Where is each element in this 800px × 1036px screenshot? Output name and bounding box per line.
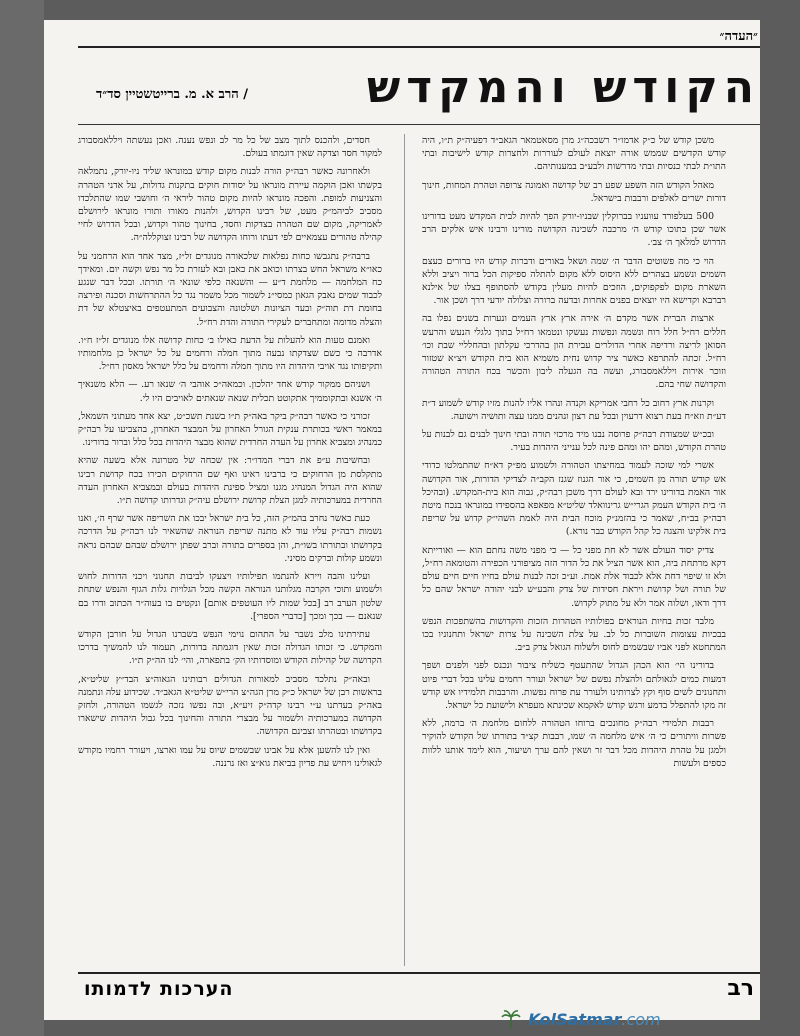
article-title: הקודש והמקדש bbox=[366, 62, 760, 113]
magazine-name: ״העדה״ bbox=[719, 29, 758, 44]
title-underline bbox=[78, 124, 760, 125]
footer-rule bbox=[78, 972, 760, 974]
paragraph: חסדים, ולהכנס לתוך מצב של כל מר לב ונפש נענה. ואכן נעשתה ויללאמסבורג למקור חסד וצדקה שאין דוגמתו בעולם. bbox=[78, 135, 382, 160]
site-watermark bbox=[500, 1008, 661, 1030]
footer-series-title: הערכות לדמותו bbox=[84, 978, 234, 1000]
palm-tree-icon bbox=[500, 1008, 522, 1030]
column-divider bbox=[404, 134, 405, 966]
paragraph: ארצות הברית אשר מקדם ה׳ אירה ארץ ארץ העמים ונערות בשנים נפלו בה חללים רח״ל חלל רוח ונשמה ונפשות נעשקו ונטמאו רח״ל בתוך גלגלי הנעש והרעש הסואן לריצה ורדיפה אחרי הדולרים עבירת הון בהדרכי עקלתון ובהחלליי שבת וכו׳ רח״ל. זכתה להתרפא כאשר ציר קדוש נחית משמיא הוא בית הקודש ויצ״א שטזור וזוכר אירות ויללאמסבורג, ועשה בה הגעלה ליבון והכשר בכח התורה הטהורה והקדושה שחי בהם. bbox=[422, 313, 726, 391]
paragraph: בדורינו הי׳ הוא הכהן הגדול שהתעטף כשליח ציבור ונכנס לפני ולפנים ושפך דמעות כמים לגאולתם ולהצלת נפשם של ישראל ועורר רחמים עלינו בכל דברי פיוט ותחנונים לשים סוף וקץ לצרותינו ולעורר עת פרוח נפשות. והרבבות תלמידיו אש קודש זה מקו להתפלל בדמע ורגש קודש לאקמא שכינתא מעפרא ולישועת כל ישראל. bbox=[422, 660, 726, 711]
paragraph: ועלינו והבה ויירא להנתמו תפילותיו ויצעקו לביבות תחנוני ויכני הדורות לחוש ולשמוע ותוכי הקרבה מגלותנו הנוראה הקשה מכל הגלויות גלות הגוף והנפש שתחת שלטון הערב רב [בכל שמות ליו העוטפים אותם] ונקטים בו בעוה״ר הכתוב ודרו בם שנאנם — בכך ומכך [כדברי הספרי]. bbox=[78, 571, 382, 622]
page-number: רב bbox=[727, 976, 754, 1001]
paragraph: צדיק יסוד העולם אשר לא חת מפני כל — כי מפני משה נחתם הוא — ואורייתא דקא מרתחת ביה, הוא אשר הציל את כל הדור הזה מציפורני הכפירה והטומאה רח״ל, ולא זו שיפוי דחת אלא לכבוד אלת אמת. וע״כ זכה לבנות עולם בחייו חיים חיים עולם של תורה ושל קדושת ויראת חסידות של צדק והבע״ש לבני יהודה ישראל שהם כל דרך ודאו, ושלוה אמר ולא על מתוק לקדוש. bbox=[422, 544, 726, 609]
paragraph: הוי כי מה פשוטים הדבר ה׳ שמה ושאל באורים ודברות קודש היו ברורים כעצם השמים ונשמע בצהרים ללא היסוס ללא מקום להתלה ספיקות הכל ברור ויציב וללא השארת מקום לפקפוקים, הוזכים להיות מעלין בקודש להסתופף בצלו של אילנא רברבא וקדישא היו יוצאים בפנים אחרות ובדעה ברורה וצלולה יודעי דרך ושכן אור. bbox=[422, 255, 726, 307]
text-column-left bbox=[78, 134, 382, 966]
paragraph: ברבה״ק נתגבשו כחות נפלאות שלכאורה מנוגדים זל״ז, מצד אחד הוא הרחמני על כאו״א משראל החש בצרתו וכואב את כאבן ובא לעזרת כל מר נפש וקשה יום. ומאידך כח המלחמה — מלחמת ד״ע — והשנאה כלפי שונאי ה׳ תורתו. ובכל דבר שנגע לכבוד שמים נאבק הגאון כמסי״נ לשמור מכל משמר נגד כל ההתרחשות וסכנה ופירצה בחומת דת תוה״ק ובעד הציונות ושלטונה והצבועים המתעטפים באיצטלא של דת והצלה מדומה ומתחברים לעקירי התורה והדת רח״ל. bbox=[78, 250, 382, 328]
paragraph: ובחשיבות ע״פ את דברי המדו״ר: אין שכחה של מטרונה אלא בשעה שהיא מתקלסת מן הרחוקים כי ברבינו ראינו ואף שם הרחוקים הכירו בכח קדושת רבינו שהוא היה הגדול המנהיג מגנו ומציל ספינת היהדות בעולם ובמצביא האחרון העדה החרדית במערכותיה למגן הצלת קדושת ירושלם עיה״ק וגדרותו קדושה ת״ו. bbox=[78, 455, 382, 507]
paragraph: ובכ״ש שמצודת רבה״ק פרוסה נבנו מיד מרכזי תורה ובתי חינוך לבנים גם לבנות על טהרת הקודש, ומהם יהו ומהם פינה לכל ענייני היהדות בעיר. bbox=[422, 429, 726, 454]
paragraph: ואין לנו להשען אלא על אבינו שבשמים שיוס על עמו וארצו, ויעורר רחמיו מקודש לגאולינו ויחיש עת פדיון בביאת גוא״צ ואז נרננה. bbox=[78, 744, 382, 769]
paragraph: ואמנם טעות הוא להעלות על הדעת כאילו ב׳ כחות קדושה אלו מנוגדים זל״ז ח״ו. אדרבה כי כשם שצדקתו נבעה מתוך חמלה ורחמים על כל ישראל כן מלחמותיו ותקיפותו נגד אויבי היהדות היו מתוך חמלה ורחמים על כלל ישראל מאסון רח״ל. bbox=[78, 334, 382, 373]
paragraph: רבבות תלמידי רבה״ק מחונכים ברוחו הטהורה ללחום מלחמת ה׳ ברמה, ללא פשרות וויתורים כי ה׳ איש מלחמה ה׳ שמו, רבבות קצ״ד בתורתו של הקודש להוקיר ולמגן על טהרת היהדות מכל דבר זר ושאין להם ערך ושיעור, הוא לימד אותנו ללוות כספים ולעשות bbox=[422, 718, 726, 769]
paragraph: מלבד זכות בחיות הנוראים בפולותיו הטהרות הזכות והקדושות בהשתפכות הנפש בבכיות עצומות השוברות כל לב. על צלת השכינה על צרות ישראל ותחנוניו בכו המתחטא לפני אביו שבשמים לחוס ולשלוח הגואל צדק ב״ב. bbox=[422, 615, 726, 654]
page-edge-shadow bbox=[0, 0, 44, 1036]
header-rule bbox=[78, 46, 760, 48]
paragraph: מאהל הקודש הזה השפע שפע רב של קדושה ואמונה צרופה וטהרת המחות, חינוך דורות ישרים לאלפים ורבבות בישראל. bbox=[422, 179, 726, 204]
paragraph: ולאחרונה כאשר רבה״ק הורה לבנות מקום קודש במונראו שליד ניו-יורק, נתמלאה בקשתו ואכן הוקמה עיירת מונראו על יסודות חוקים בתקנות גדולות, על אדני הטהרה והצניעות למופת. והפכה מונראו להיות מקום טהור ליראי ה׳ וחושבי שמו שהתלכדו מסביב לביהמ״ק מעט, של רבינו הקדוש, ולהנות מאורו ותורו מונראו לירושלם לאמריקה, מקום שם הטהרה בצדקות וחסד, בחינוך טהור וקדוש, ובכל הדרוש לחיי קהילה טהורים עצמאיים לפי דעתו ורוחו הקדושה של רבינו זצוקללה״ה. bbox=[78, 166, 382, 244]
paragraph: וקרנות ארץ רחוב כל רחבי אמריקא וקנדה ונהרו אליו להנות מזיו קודש לשמוע ד״ת דע״ת וזא״ח בעת רצוא דרעוין ובכל עת רצון ונהנים ממנו עצה ותושיה וישועה. bbox=[422, 397, 726, 422]
paragraph: משכן קודש של כ״ק אדמו״ר רשבכה״ג מרן מסאטמאר הגאב״ד דפעיה״ק ת״ו, היה קודש הקדשים שממש אורה יוצאת לעולם לעוררות ולחצרות קודש לישיבות ובתי התו״ת לבתי כנסיות ובתי מדרשות ולבע״ב במענותיהם. bbox=[422, 135, 726, 173]
paragraph: ובאה״ק נתלכד מסביב למאורות הגדולים רבותינו הגאוה״צ הבד״ץ שליט״א, בראשות רבן של ישראל כ״ק מרן הגה״צ הרי״ש שליט״א הגאב״ד. שכידוע עלה ונתמנה באה״ק בעדתנו ע״י רבינו קדה״ק זיע״א, ובה נפשו נזכה לגשמו הטהורה, ולחזק הקדושה במערכותיה ולשמור על מבצרי התורה והחינוך בכל גבול היהדות שישארו בקדושתו ובטהרתו זצבינם הקדושה. bbox=[78, 673, 382, 738]
paragraph: זכורני כי כאשר רבה״ק ביקר באה״ק ת״ו בשנת תשכ״ט, יצא אחד מעתוני השמאל, במאמר ראשי בכותרת ענקית הגורל האחרון על המבצר האחרון, בהצביעו על רבה״ק כמנהיג ומצביא אחרון על העדה החרדית שהוא מבצר היהדות בכל כלל וברור בדורינו. bbox=[78, 410, 382, 449]
paragraph: ושניהם ממקור קודש אחד יהלכון. וכמאה״כ אוהבי ה׳ שנאו רע. — הלא משנאיך ה׳ אשנא ובתקוממיך אתקוטט תכלית שנאה שנאתים לאויבים היו לי. bbox=[78, 379, 382, 404]
paragraph: 500 בעלפורד עוועניו בברוקלין שבניו-יורק הפך להיות לבית המקדש מעט בדורינו אשר שכן בתוכו קודש ה׳ מרכבה לשכינה הקדושה מורינו ורבינו איש אלקים הרב הדרוש למלאך ה׳ צב׳. bbox=[422, 211, 726, 249]
paragraph: עתירתינו מלב נשבר על התהום נוימי הנפש בשברנו הגדול על חורבן הקודש והמקדש. כי זכותו הגדולה זכות שאין דוגמתה בדורות, תעמוד לנו להמשיך בדרכו הקדושה של קהילות הקודש ומוסדותיו הק׳ בתפארה, והי׳ לנו הה״ק ת״ו. bbox=[78, 628, 382, 667]
paragraph: אשרי למי שזכה לעמוד במחיצתו הטהורה ולשמוע מפ״ק דא״ח שהתמלטו כדודי אש קודש תורה מן השמים, כי אור הגנוז שגנז הקב״ה לצדיקי הדורות, אור הקדושה אור האמת בדורינו ירד ובא לעולם דרך משכן רבה״ק, גבוה הוא בית-המקדש. (ובהיכל ה׳ בית הקודש העמק הגרי״ש גרינוואלד שליט״א מפאפא בהספידו במונראו בנכח מיטת רבה״ק בב״ח, שאמר כי בהזמנ״ק מוכח הבית היה לאמת השהי״ק קדוש על שריפת בית אלקינו והצגה כל קהל הקודש כבר נורא.) bbox=[422, 460, 726, 538]
text-column-right bbox=[422, 134, 726, 966]
watermark-text: KolSatmar.com bbox=[528, 1009, 661, 1029]
article-header bbox=[78, 62, 760, 120]
paragraph: כעת כאשר נחרב בהמ״ק הזה, כל בית ישראל יבכו את השריפה אשר שרף ה׳, ואנו נשמות רבה״ק עליו עוד לא מתנה שריפת הנוראה שהשאיר לנו רבה״ק על הדרכה בקדושתו ובתורתו בשו״ת, והן בספרים בתורה וברב שפתן ירושלם שבהם שבהם נראה ונשמע קולות וברקים מסיני. bbox=[78, 513, 382, 564]
article-byline: / הרב א. מ. ברייטשטיין סד״ד bbox=[96, 87, 248, 102]
